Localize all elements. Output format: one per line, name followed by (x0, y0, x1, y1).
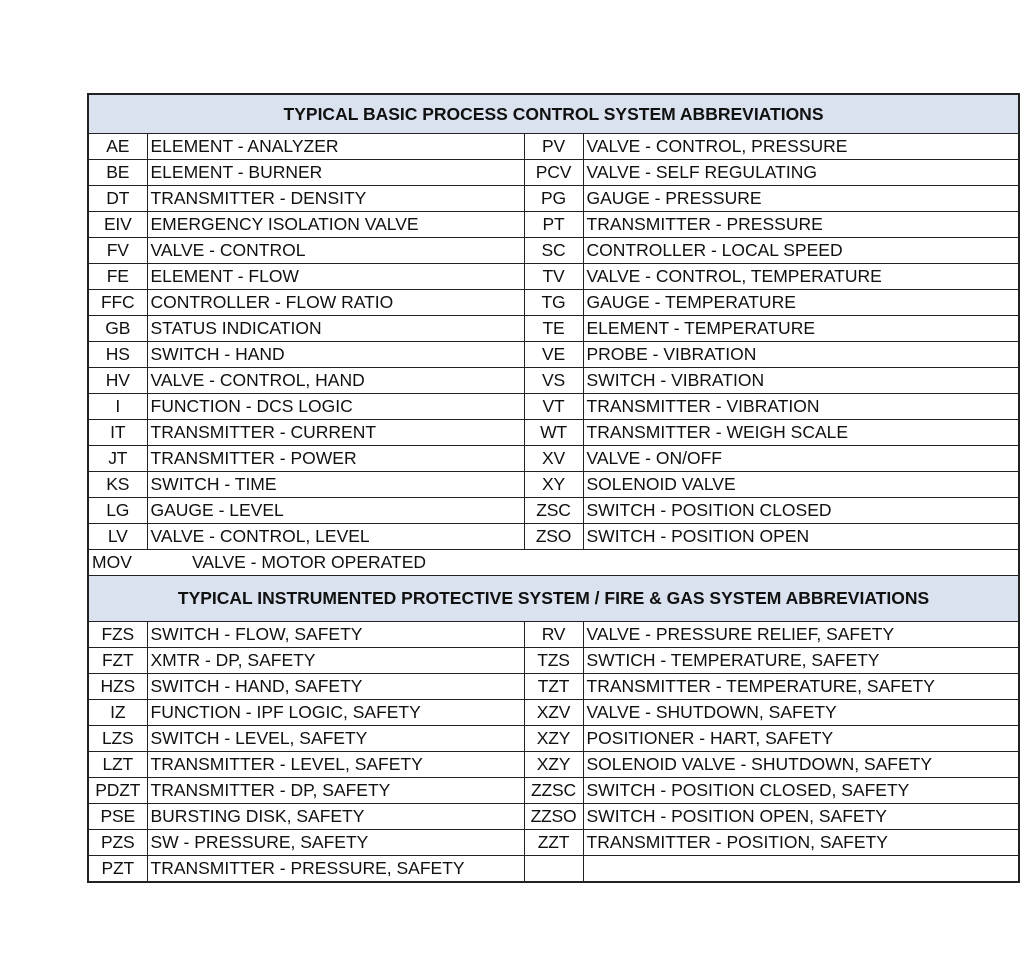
table-row (88, 394, 1019, 420)
abbreviation-code: BE (88, 160, 147, 186)
abbreviation-description: SWITCH - FLOW, SAFETY (147, 622, 524, 648)
span-cell (88, 550, 1019, 576)
abbreviation-code: VT (524, 394, 583, 420)
abbreviations-table (87, 93, 1020, 883)
abbreviation-description: ELEMENT - ANALYZER (147, 134, 524, 160)
abbreviation-code: TG (524, 290, 583, 316)
abbreviation-description: VALVE - SHUTDOWN, SAFETY (583, 700, 1019, 726)
table-row (88, 752, 1019, 778)
abbreviation-code: FZS (88, 622, 147, 648)
abbreviation-description: VALVE - CONTROL, HAND (147, 368, 524, 394)
abbreviation-code: XV (524, 446, 583, 472)
abbreviation-description: VALVE - PRESSURE RELIEF, SAFETY (583, 622, 1019, 648)
table-row (88, 186, 1019, 212)
abbreviation-code: XZV (524, 700, 583, 726)
abbreviation-description: VALVE - CONTROL, TEMPERATURE (583, 264, 1019, 290)
abbreviation-code: TZT (524, 674, 583, 700)
abbreviation-description: STATUS INDICATION (147, 316, 524, 342)
abbreviation-code: XZY (524, 726, 583, 752)
abbreviation-code: PZS (88, 830, 147, 856)
abbreviation-code: WT (524, 420, 583, 446)
abbreviation-code: I (88, 394, 147, 420)
abbreviation-description: POSITIONER - HART, SAFETY (583, 726, 1019, 752)
section-title: TYPICAL BASIC PROCESS CONTROL SYSTEM ABBREVIATIONS (88, 94, 1019, 134)
abbreviation-code (524, 856, 583, 883)
abbreviation-code: PSE (88, 804, 147, 830)
table-row (88, 342, 1019, 368)
abbreviation-description: SOLENOID VALVE - SHUTDOWN, SAFETY (583, 752, 1019, 778)
abbreviation-description: TRANSMITTER - DP, SAFETY (147, 778, 524, 804)
table-row (88, 420, 1019, 446)
abbreviation-code: GB (88, 316, 147, 342)
abbreviation-code: LZT (88, 752, 147, 778)
abbreviation-description: ELEMENT - FLOW (147, 264, 524, 290)
abbreviation-code: PZT (88, 856, 147, 883)
table-row (88, 622, 1019, 648)
abbreviation-code: JT (88, 446, 147, 472)
abbreviation-code: TZS (524, 648, 583, 674)
abbreviation-code: PV (524, 134, 583, 160)
table-row (88, 446, 1019, 472)
table-row (88, 726, 1019, 752)
table-row (88, 700, 1019, 726)
abbreviation-description: FUNCTION - DCS LOGIC (147, 394, 524, 420)
abbreviation-code: XZY (524, 752, 583, 778)
abbreviations-table-body (88, 94, 1019, 882)
abbreviation-description: SWITCH - POSITION CLOSED (583, 498, 1019, 524)
abbreviation-description: VALVE - CONTROL (147, 238, 524, 264)
abbreviation-description: SWITCH - POSITION CLOSED, SAFETY (583, 778, 1019, 804)
abbreviation-description: TRANSMITTER - WEIGH SCALE (583, 420, 1019, 446)
abbreviation-description: ELEMENT - TEMPERATURE (583, 316, 1019, 342)
abbreviation-description: SWITCH - LEVEL, SAFETY (147, 726, 524, 752)
table-row-span (88, 550, 1019, 576)
table-row (88, 316, 1019, 342)
abbreviation-description: SW - PRESSURE, SAFETY (147, 830, 524, 856)
abbreviation-description: SWITCH - POSITION OPEN (583, 524, 1019, 550)
abbreviation-code: SC (524, 238, 583, 264)
abbreviation-description: TRANSMITTER - TEMPERATURE, SAFETY (583, 674, 1019, 700)
table-row (88, 804, 1019, 830)
table-row (88, 264, 1019, 290)
abbreviation-code: PCV (524, 160, 583, 186)
abbreviation-code: PT (524, 212, 583, 238)
abbreviation-description: SOLENOID VALVE (583, 472, 1019, 498)
abbreviation-code: RV (524, 622, 583, 648)
abbreviation-description: ELEMENT - BURNER (147, 160, 524, 186)
abbreviation-description: TRANSMITTER - DENSITY (147, 186, 524, 212)
table-row (88, 524, 1019, 550)
abbreviation-code: HV (88, 368, 147, 394)
abbreviation-description: TRANSMITTER - LEVEL, SAFETY (147, 752, 524, 778)
abbreviation-description: FUNCTION - IPF LOGIC, SAFETY (147, 700, 524, 726)
table-row (88, 290, 1019, 316)
abbreviation-code: FE (88, 264, 147, 290)
table-row (88, 134, 1019, 160)
abbreviation-description: TRANSMITTER - PRESSURE (583, 212, 1019, 238)
abbreviation-description: SWTICH - TEMPERATURE, SAFETY (583, 648, 1019, 674)
abbreviation-description: SWITCH - HAND, SAFETY (147, 674, 524, 700)
abbreviation-description (583, 856, 1019, 883)
abbreviation-description: SWITCH - HAND (147, 342, 524, 368)
abbreviation-description: TRANSMITTER - CURRENT (147, 420, 524, 446)
abbreviation-code: HS (88, 342, 147, 368)
abbreviation-code: VS (524, 368, 583, 394)
abbreviation-description: PROBE - VIBRATION (583, 342, 1019, 368)
abbreviation-description: GAUGE - LEVEL (147, 498, 524, 524)
table-row (88, 368, 1019, 394)
abbreviation-description: CONTROLLER - FLOW RATIO (147, 290, 524, 316)
table-row (88, 648, 1019, 674)
abbreviation-description: BURSTING DISK, SAFETY (147, 804, 524, 830)
abbreviation-code: VE (524, 342, 583, 368)
abbreviation-code: MOV (92, 552, 132, 572)
abbreviation-description: XMTR - DP, SAFETY (147, 648, 524, 674)
abbreviation-description: TRANSMITTER - PRESSURE, SAFETY (147, 856, 524, 883)
abbreviation-description: TRANSMITTER - VIBRATION (583, 394, 1019, 420)
section-title: TYPICAL INSTRUMENTED PROTECTIVE SYSTEM / FIRE & GAS SYSTEM ABBREVIATIONS (88, 576, 1019, 622)
table-row (88, 498, 1019, 524)
abbreviation-code: XY (524, 472, 583, 498)
abbreviation-code: LZS (88, 726, 147, 752)
abbreviation-code: PG (524, 186, 583, 212)
abbreviation-code: TE (524, 316, 583, 342)
abbreviation-description: SWITCH - TIME (147, 472, 524, 498)
abbreviation-description: SWITCH - POSITION OPEN, SAFETY (583, 804, 1019, 830)
table-row (88, 212, 1019, 238)
abbreviation-code: ZSO (524, 524, 583, 550)
abbreviation-code: ZZSC (524, 778, 583, 804)
table-row (88, 778, 1019, 804)
abbreviation-description: SWITCH - VIBRATION (583, 368, 1019, 394)
abbreviation-description: VALVE - MOTOR OPERATED (192, 552, 427, 572)
abbreviation-code: KS (88, 472, 147, 498)
table-row (88, 674, 1019, 700)
abbreviation-code: IT (88, 420, 147, 446)
table-row (88, 238, 1019, 264)
abbreviation-code: FZT (88, 648, 147, 674)
table-row (88, 856, 1019, 883)
abbreviation-code: ZZSO (524, 804, 583, 830)
abbreviation-code: PDZT (88, 778, 147, 804)
abbreviation-description: TRANSMITTER - POWER (147, 446, 524, 472)
table-row (88, 160, 1019, 186)
abbreviation-description: GAUGE - PRESSURE (583, 186, 1019, 212)
section-header-bpcs (88, 94, 1019, 134)
table-row (88, 472, 1019, 498)
abbreviation-code: EIV (88, 212, 147, 238)
abbreviation-code: HZS (88, 674, 147, 700)
section-header-ips-fgs (88, 576, 1019, 622)
abbreviation-description: EMERGENCY ISOLATION VALVE (147, 212, 524, 238)
abbreviation-code: TV (524, 264, 583, 290)
abbreviation-description: GAUGE - TEMPERATURE (583, 290, 1019, 316)
abbreviation-code: ZZT (524, 830, 583, 856)
abbreviation-code: FFC (88, 290, 147, 316)
table-row (88, 830, 1019, 856)
abbreviation-description: VALVE - CONTROL, LEVEL (147, 524, 524, 550)
abbreviation-code: LV (88, 524, 147, 550)
abbreviation-code: FV (88, 238, 147, 264)
abbreviation-code: AE (88, 134, 147, 160)
abbreviation-description: TRANSMITTER - POSITION, SAFETY (583, 830, 1019, 856)
abbreviation-code: IZ (88, 700, 147, 726)
abbreviation-description: CONTROLLER - LOCAL SPEED (583, 238, 1019, 264)
abbreviation-description: VALVE - CONTROL, PRESSURE (583, 134, 1019, 160)
abbreviation-code: DT (88, 186, 147, 212)
abbreviation-code: ZSC (524, 498, 583, 524)
abbreviation-description: VALVE - SELF REGULATING (583, 160, 1019, 186)
abbreviation-code: LG (88, 498, 147, 524)
abbreviation-description: VALVE - ON/OFF (583, 446, 1019, 472)
